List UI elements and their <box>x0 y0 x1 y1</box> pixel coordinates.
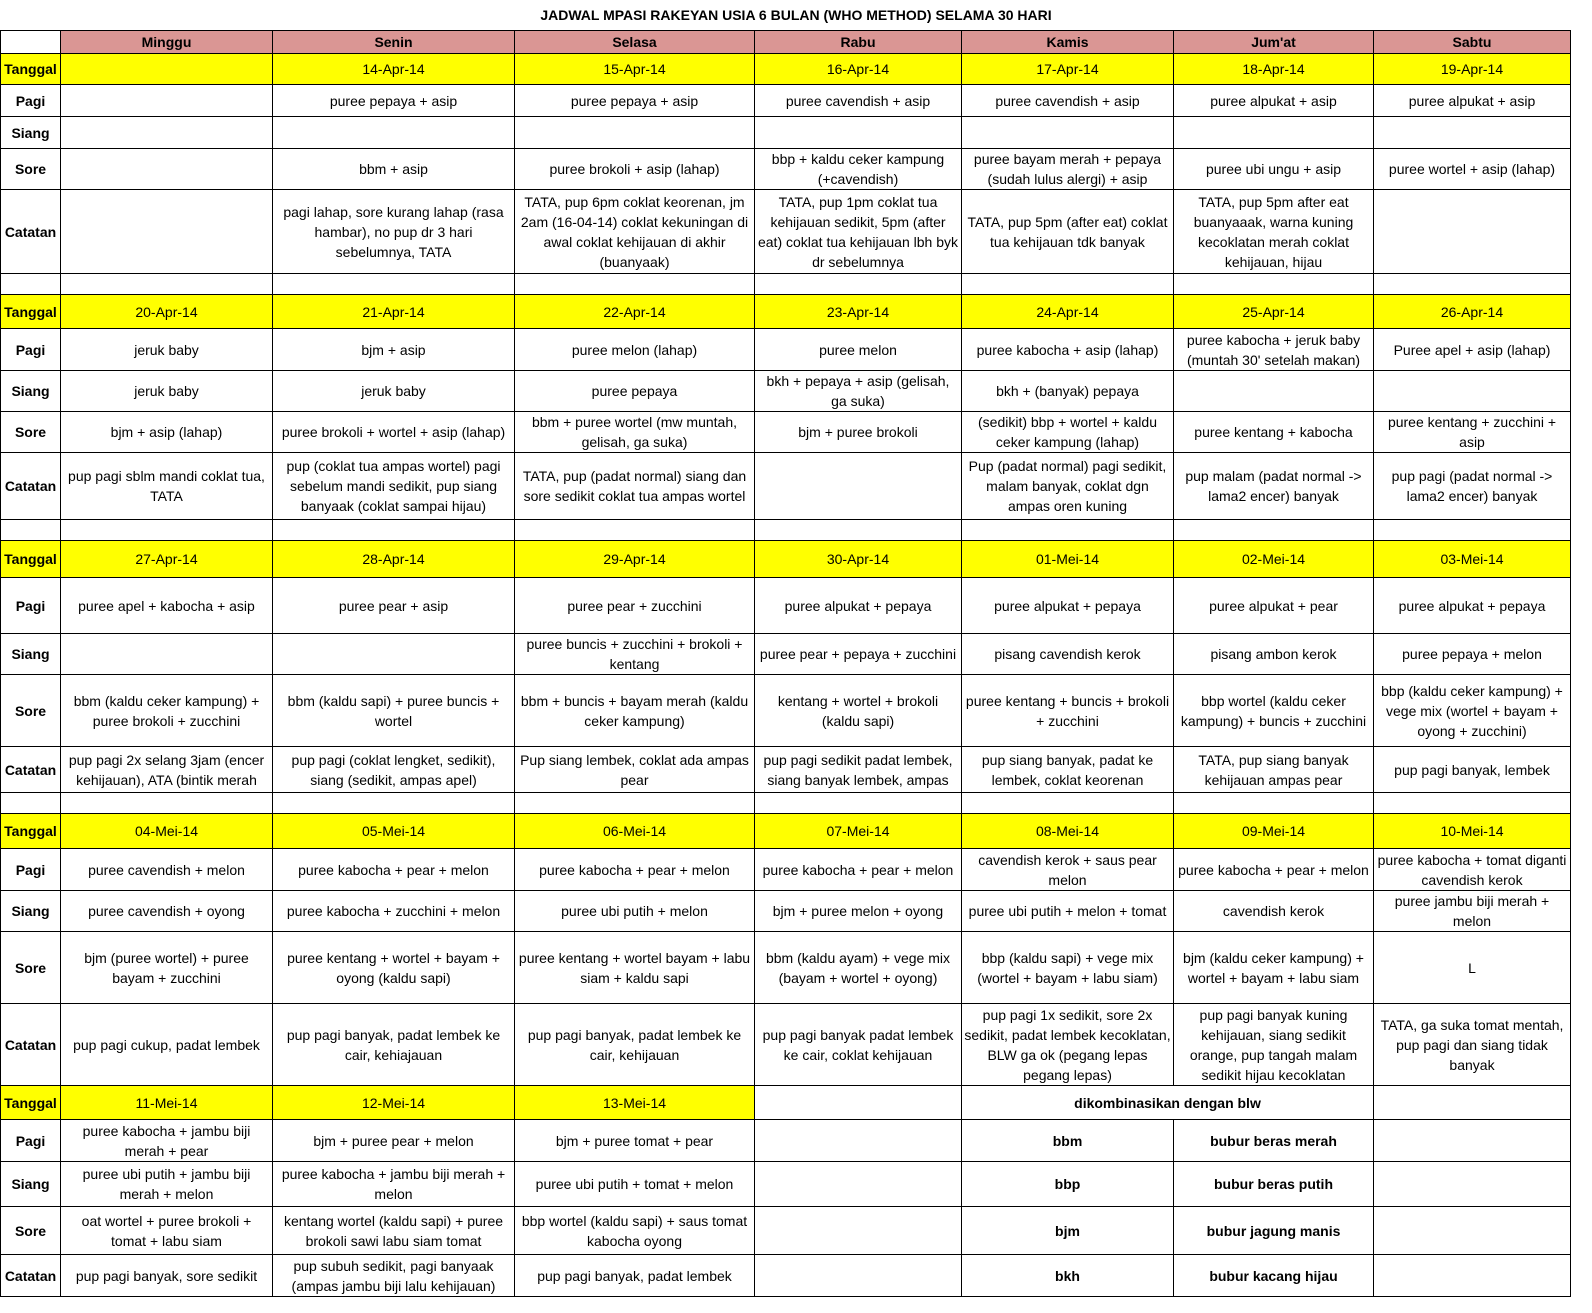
pagi-row <box>1 85 1571 117</box>
catatan-row <box>1 747 1571 793</box>
siang-label[interactable]: Siang <box>1 1162 61 1207</box>
date-row <box>1 1086 1571 1120</box>
date-cell[interactable]: 08-Mei-14 <box>962 814 1174 849</box>
pagi-cell[interactable]: puree alpukat + pepaya <box>962 578 1174 634</box>
siang-cell[interactable] <box>1374 371 1571 412</box>
siang-cell[interactable]: puree buncis + zucchini + brokoli + kentang <box>515 634 755 675</box>
catatan-cell[interactable]: pup pagi cukup, padat lembek <box>61 1004 273 1086</box>
day-header[interactable]: Sabtu <box>1374 31 1571 54</box>
siang-cell[interactable] <box>61 117 273 149</box>
siang-cell[interactable]: puree jambu biji merah + melon <box>1374 891 1571 932</box>
siang-cell[interactable] <box>61 634 273 675</box>
catatan-cell[interactable] <box>1374 190 1571 274</box>
catatan-cell[interactable]: TATA, pup (padat normal) siang dan sore sedikit coklat tua ampas wortel <box>515 453 755 520</box>
sore-cell[interactable]: kentang wortel (kaldu sapi) + puree brokoli sawi labu siam tomat <box>273 1207 515 1255</box>
siang-cell[interactable]: jeruk baby <box>61 371 273 412</box>
empty-cell[interactable] <box>1374 1255 1571 1297</box>
sore-row <box>1 412 1571 453</box>
empty-cell[interactable] <box>515 274 755 295</box>
pagi-row <box>1 578 1571 634</box>
siang-cell[interactable]: bkh + (banyak) pepaya <box>962 371 1174 412</box>
pagi-row <box>1 849 1571 891</box>
date-cell[interactable]: 02-Mei-14 <box>1174 541 1374 578</box>
pagi-cell[interactable]: puree cavendish + asip <box>962 85 1174 117</box>
siang-cell[interactable] <box>1174 117 1374 149</box>
pagi-cell[interactable]: bjm + puree tomat + pear <box>515 1120 755 1162</box>
catatan-cell[interactable]: TATA, pup 5pm (after eat) coklat tua kehijauan tdk banyak <box>962 190 1174 274</box>
sore-cell[interactable]: L <box>1374 932 1571 1004</box>
siang-cell[interactable]: puree ubi putih + melon + tomat <box>962 891 1174 932</box>
empty-cell[interactable] <box>1374 1120 1571 1162</box>
siang-cell[interactable]: puree ubi putih + tomat + melon <box>515 1162 755 1207</box>
day-header[interactable]: Minggu <box>61 31 273 54</box>
pagi-cell[interactable]: puree cavendish + melon <box>61 849 273 891</box>
pagi-cell[interactable]: puree kabocha + tomat diganti cavendish kerok <box>1374 849 1571 891</box>
catatan-cell[interactable]: pup siang banyak, padat ke lembek, coklat keorenan <box>962 747 1174 793</box>
date-cell[interactable]: 12-Mei-14 <box>273 1086 515 1120</box>
day-header[interactable]: Rabu <box>755 31 962 54</box>
date-row <box>1 295 1571 329</box>
siang-cell[interactable] <box>515 117 755 149</box>
catatan-cell[interactable]: pup pagi (padat normal -> lama2 encer) banyak <box>1374 453 1571 520</box>
sore-label[interactable]: Sore <box>1 1207 61 1255</box>
pagi-cell[interactable]: puree kabocha + pear + melon <box>1174 849 1374 891</box>
sore-cell[interactable]: bbp + kaldu ceker kampung (+cavendish) <box>755 149 962 190</box>
siang-row <box>1 371 1571 412</box>
schedule-table <box>0 30 1571 1297</box>
day-header[interactable]: Selasa <box>515 31 755 54</box>
catatan-cell[interactable]: pup (coklat tua ampas wortel) pagi sebelum mandi sedikit, pup siang banyaak (coklat sampai hijau) <box>273 453 515 520</box>
siang-label[interactable]: Siang <box>1 891 61 932</box>
siang-label[interactable]: Siang <box>1 371 61 412</box>
date-cell[interactable]: 24-Apr-14 <box>962 295 1174 329</box>
sore-cell[interactable]: bbm (kaldu sapi) + puree buncis + wortel <box>273 675 515 747</box>
date-cell[interactable]: 10-Mei-14 <box>1374 814 1571 849</box>
date-cell[interactable]: 28-Apr-14 <box>273 541 515 578</box>
pagi-cell[interactable]: puree pear + asip <box>273 578 515 634</box>
siang-cell[interactable]: puree pepaya + melon <box>1374 634 1571 675</box>
catatan-cell[interactable]: TATA, ga suka tomat mentah, pup pagi dan siang tidak banyak <box>1374 1004 1571 1086</box>
catatan-label[interactable]: Catatan <box>1 1255 61 1297</box>
siang-cell[interactable] <box>1374 117 1571 149</box>
empty-cell[interactable] <box>1374 274 1571 295</box>
sore-label[interactable]: Sore <box>1 412 61 453</box>
tanggal-label[interactable]: Tanggal <box>1 814 61 849</box>
empty-cell[interactable] <box>61 793 273 814</box>
legend-key[interactable]: bkh <box>962 1255 1174 1297</box>
spacer-row <box>1 274 1571 295</box>
legend-value[interactable]: bubur beras putih <box>1174 1162 1374 1207</box>
sore-row <box>1 675 1571 747</box>
empty-cell[interactable] <box>273 520 515 541</box>
empty-cell[interactable] <box>515 520 755 541</box>
empty-cell[interactable] <box>515 793 755 814</box>
sore-cell[interactable]: bbm (kaldu ayam) + vege mix (bayam + wortel + oyong) <box>755 932 962 1004</box>
empty-cell[interactable] <box>962 793 1174 814</box>
pagi-cell[interactable]: puree kabocha + pear + melon <box>755 849 962 891</box>
date-cell[interactable]: 01-Mei-14 <box>962 541 1174 578</box>
pagi-cell[interactable]: puree kabocha + pear + melon <box>515 849 755 891</box>
siang-row <box>1 117 1571 149</box>
date-cell[interactable]: 13-Mei-14 <box>515 1086 755 1120</box>
empty-cell[interactable] <box>962 520 1174 541</box>
legend-key[interactable]: bbp <box>962 1162 1174 1207</box>
catatan-cell[interactable]: pup malam (padat normal -> lama2 encer) banyak <box>1174 453 1374 520</box>
date-cell[interactable]: 14-Apr-14 <box>273 54 515 85</box>
catatan-cell[interactable] <box>61 190 273 274</box>
sheet-title: JADWAL MPASI RAKEYAN USIA 6 BULAN (WHO METHOD) SELAMA 30 HARI <box>540 7 1052 23</box>
sore-cell[interactable]: bbp wortel (kaldu ceker kampung) + buncis + zucchini <box>1174 675 1374 747</box>
catatan-row <box>1 453 1571 520</box>
catatan-cell[interactable]: TATA, pup 5pm after eat buanyaaak, warna kuning kecoklatan merah coklat kehijauan, hijau <box>1174 190 1374 274</box>
sore-row <box>1 932 1571 1004</box>
siang-cell[interactable]: puree pepaya <box>515 371 755 412</box>
sore-cell[interactable]: puree ubi ungu + asip <box>1174 149 1374 190</box>
sore-cell[interactable]: bjm + asip (lahap) <box>61 412 273 453</box>
spacer-row <box>1 520 1571 541</box>
siang-cell[interactable]: puree pear + pepaya + zucchini <box>755 634 962 675</box>
date-cell[interactable]: 30-Apr-14 <box>755 541 962 578</box>
legend-value[interactable]: bubur beras merah <box>1174 1120 1374 1162</box>
empty-cell[interactable] <box>1 520 61 541</box>
empty-cell[interactable] <box>1174 274 1374 295</box>
siang-label[interactable]: Siang <box>1 634 61 675</box>
day-header[interactable]: Kamis <box>962 31 1174 54</box>
pagi-cell[interactable]: puree pepaya + asip <box>515 85 755 117</box>
sore-row <box>1 149 1571 190</box>
pagi-cell[interactable]: puree kabocha + jeruk baby (muntah 30' setelah makan) <box>1174 329 1374 371</box>
catatan-label[interactable]: Catatan <box>1 190 61 274</box>
date-row <box>1 54 1571 85</box>
pagi-label[interactable]: Pagi <box>1 1120 61 1162</box>
catatan-cell[interactable] <box>755 453 962 520</box>
siang-row <box>1 634 1571 675</box>
catatan-cell[interactable]: pup pagi banyak padat lembek ke cair, coklat kehijauan <box>755 1004 962 1086</box>
date-cell[interactable]: 07-Mei-14 <box>755 814 962 849</box>
catatan-cell[interactable]: pup pagi sblm mandi coklat tua, TATA <box>61 453 273 520</box>
date-row <box>1 541 1571 578</box>
empty-cell[interactable] <box>755 1120 962 1162</box>
sore-cell[interactable]: puree kentang + zucchini + asip <box>1374 412 1571 453</box>
pagi-cell[interactable]: puree cavendish + asip <box>755 85 962 117</box>
siang-cell[interactable]: bkh + pepaya + asip (gelisah, ga suka) <box>755 371 962 412</box>
date-cell[interactable]: 20-Apr-14 <box>61 295 273 329</box>
pagi-cell[interactable]: jeruk baby <box>61 329 273 371</box>
pagi-cell[interactable]: puree kabocha + pear + melon <box>273 849 515 891</box>
pagi-cell[interactable]: puree melon <box>755 329 962 371</box>
pagi-cell[interactable]: puree kabocha + jambu biji merah + pear <box>61 1120 273 1162</box>
empty-cell[interactable] <box>1374 793 1571 814</box>
pagi-cell[interactable]: puree alpukat + pepaya <box>755 578 962 634</box>
date-cell[interactable]: 06-Mei-14 <box>515 814 755 849</box>
date-cell[interactable]: 23-Apr-14 <box>755 295 962 329</box>
sore-cell[interactable]: kentang + wortel + brokoli (kaldu sapi) <box>755 675 962 747</box>
day-header[interactable]: Jum'at <box>1174 31 1374 54</box>
pagi-cell[interactable]: puree alpukat + pepaya <box>1374 578 1571 634</box>
date-cell[interactable]: 26-Apr-14 <box>1374 295 1571 329</box>
siang-cell[interactable]: bjm + puree melon + oyong <box>755 891 962 932</box>
day-header[interactable]: Senin <box>273 31 515 54</box>
pagi-cell[interactable]: Puree apel + asip (lahap) <box>1374 329 1571 371</box>
date-cell[interactable]: 29-Apr-14 <box>515 541 755 578</box>
catatan-cell[interactable]: pup pagi banyak, padat lembek ke cair, kehiajauan <box>273 1004 515 1086</box>
pagi-label[interactable]: Pagi <box>1 329 61 371</box>
catatan-cell[interactable]: pagi lahap, sore kurang lahap (rasa hambar), no pup dr 3 hari sebelumnya, TATA <box>273 190 515 274</box>
tanggal-label[interactable]: Tanggal <box>1 541 61 578</box>
catatan-row <box>1 1004 1571 1086</box>
date-cell[interactable]: 27-Apr-14 <box>61 541 273 578</box>
empty-cell[interactable] <box>1174 520 1374 541</box>
sore-cell[interactable]: bjm + puree brokoli <box>755 412 962 453</box>
siang-cell[interactable] <box>755 117 962 149</box>
sore-cell[interactable]: puree kentang + wortel bayam + labu siam + kaldu sapi <box>515 932 755 1004</box>
sore-label[interactable]: Sore <box>1 149 61 190</box>
sore-cell[interactable]: bjm (kaldu ceker kampung) + wortel + bayam + labu siam <box>1174 932 1374 1004</box>
sore-cell[interactable]: bbp (kaldu ceker kampung) + vege mix (wortel + bayam + oyong + zucchini) <box>1374 675 1571 747</box>
pagi-cell[interactable]: puree alpukat + pear <box>1174 578 1374 634</box>
catatan-cell[interactable]: TATA, pup 1pm coklat tua kehijauan sedikit, 5pm (after eat) coklat tua kehijauan lbh byk dr sebelumnya <box>755 190 962 274</box>
siang-cell[interactable]: puree ubi putih + melon <box>515 891 755 932</box>
sore-cell[interactable]: bjm (puree wortel) + puree bayam + zucchini <box>61 932 273 1004</box>
pagi-cell[interactable]: puree alpukat + asip <box>1174 85 1374 117</box>
siang-cell[interactable]: cavendish kerok <box>1174 891 1374 932</box>
siang-cell[interactable] <box>273 117 515 149</box>
date-cell[interactable]: 17-Apr-14 <box>962 54 1174 85</box>
empty-cell[interactable] <box>1374 1207 1571 1255</box>
tanggal-label[interactable]: Tanggal <box>1 54 61 85</box>
siang-cell[interactable]: puree kabocha + zucchini + melon <box>273 891 515 932</box>
empty-cell[interactable] <box>755 274 962 295</box>
empty-cell[interactable] <box>755 793 962 814</box>
empty-cell[interactable] <box>755 520 962 541</box>
date-cell[interactable]: 25-Apr-14 <box>1174 295 1374 329</box>
sore-cell[interactable]: puree bayam merah + pepaya (sudah lulus alergi) + asip <box>962 149 1174 190</box>
pagi-cell[interactable]: puree pepaya + asip <box>273 85 515 117</box>
empty-cell[interactable] <box>273 274 515 295</box>
pagi-cell[interactable] <box>61 85 273 117</box>
legend-value[interactable]: bubur kacang hijau <box>1174 1255 1374 1297</box>
empty-cell[interactable] <box>755 1207 962 1255</box>
catatan-cell[interactable]: pup pagi banyak kuning kehijauan, siang sedikit orange, pup tangah malam sedikit hijau kecoklatan <box>1174 1004 1374 1086</box>
siang-cell[interactable] <box>962 117 1174 149</box>
sore-row <box>1 1207 1571 1255</box>
pagi-cell[interactable]: puree alpukat + asip <box>1374 85 1571 117</box>
empty-cell[interactable] <box>1374 520 1571 541</box>
corner-cell[interactable] <box>1 31 61 54</box>
sore-cell[interactable]: puree brokoli + asip (lahap) <box>515 149 755 190</box>
catatan-label[interactable]: Catatan <box>1 1004 61 1086</box>
day-header-row <box>1 31 1571 54</box>
catatan-cell[interactable]: pup subuh sedikit, pagi banyaak (ampas jambu biji lalu kehijauan) <box>273 1255 515 1297</box>
siang-cell[interactable]: pisang cavendish kerok <box>962 634 1174 675</box>
date-cell[interactable]: 03-Mei-14 <box>1374 541 1571 578</box>
catatan-cell[interactable]: pup pagi banyak, padat lembek <box>515 1255 755 1297</box>
catatan-cell[interactable]: Pup siang lembek, coklat ada ampas pear <box>515 747 755 793</box>
empty-cell[interactable] <box>61 274 273 295</box>
legend-value[interactable]: bubur jagung manis <box>1174 1207 1374 1255</box>
date-cell[interactable]: 11-Mei-14 <box>61 1086 273 1120</box>
sore-cell[interactable]: oat wortel + puree brokoli + tomat + labu siam <box>61 1207 273 1255</box>
pagi-cell[interactable]: bjm + asip <box>273 329 515 371</box>
catatan-cell[interactable]: pup pagi 1x sedikit, sore 2x sedikit, padat lembek kecoklatan, BLW ga ok (pegang lepas pegang lepas) <box>962 1004 1174 1086</box>
sore-cell[interactable]: (sedikit) bbp + wortel + kaldu ceker kampung (lahap) <box>962 412 1174 453</box>
empty-cell[interactable] <box>1374 1162 1571 1207</box>
date-cell[interactable]: 18-Apr-14 <box>1174 54 1374 85</box>
siang-cell[interactable]: puree kabocha + jambu biji merah + melon <box>273 1162 515 1207</box>
date-cell[interactable] <box>61 54 273 85</box>
sore-cell[interactable]: puree kentang + buncis + brokoli + zucchini <box>962 675 1174 747</box>
sore-cell[interactable] <box>61 149 273 190</box>
catatan-cell[interactable]: TATA, pup 6pm coklat keorenan, jm 2am (16-04-14) coklat kekuningan di awal coklat kehijauan di akhir (buanyaak) <box>515 190 755 274</box>
catatan-row <box>1 190 1571 274</box>
empty-cell[interactable] <box>273 793 515 814</box>
pagi-label[interactable]: Pagi <box>1 849 61 891</box>
pagi-cell[interactable]: cavendish kerok + saus pear melon <box>962 849 1174 891</box>
siang-label[interactable]: Siang <box>1 117 61 149</box>
siang-cell[interactable] <box>1174 371 1374 412</box>
catatan-cell[interactable]: pup pagi 2x selang 3jam (encer kehijauan), ATA (bintik merah <box>61 747 273 793</box>
sore-cell[interactable]: puree wortel + asip (lahap) <box>1374 149 1571 190</box>
pagi-cell[interactable]: bjm + puree pear + melon <box>273 1120 515 1162</box>
empty-cell[interactable] <box>755 1255 962 1297</box>
sore-cell[interactable]: puree brokoli + wortel + asip (lahap) <box>273 412 515 453</box>
catatan-label[interactable]: Catatan <box>1 747 61 793</box>
siang-cell[interactable]: puree cavendish + oyong <box>61 891 273 932</box>
catatan-label[interactable]: Catatan <box>1 453 61 520</box>
pagi-cell[interactable]: puree melon (lahap) <box>515 329 755 371</box>
sore-cell[interactable]: bbm (kaldu ceker kampung) + puree brokoli + zucchini <box>61 675 273 747</box>
sore-cell[interactable]: bbm + buncis + bayam merah (kaldu ceker kampung) <box>515 675 755 747</box>
empty-cell[interactable] <box>755 1086 962 1120</box>
catatan-cell[interactable]: pup pagi sedikit padat lembek, siang banyak lembek, ampas <box>755 747 962 793</box>
pagi-cell[interactable]: puree kabocha + asip (lahap) <box>962 329 1174 371</box>
sore-cell[interactable]: puree kentang + kabocha <box>1174 412 1374 453</box>
catatan-cell[interactable]: pup pagi banyak, padat lembek ke cair, kehijauan <box>515 1004 755 1086</box>
pagi-label[interactable]: Pagi <box>1 85 61 117</box>
empty-cell[interactable] <box>755 1162 962 1207</box>
date-cell[interactable]: 05-Mei-14 <box>273 814 515 849</box>
date-cell[interactable]: 19-Apr-14 <box>1374 54 1571 85</box>
tanggal-label[interactable]: Tanggal <box>1 295 61 329</box>
pagi-row <box>1 1120 1571 1162</box>
catatan-cell[interactable]: pup pagi (coklat lengket, sedikit), siang (sedikit, ampas apel) <box>273 747 515 793</box>
siang-cell[interactable]: jeruk baby <box>273 371 515 412</box>
pagi-label[interactable]: Pagi <box>1 578 61 634</box>
legend-key[interactable]: bbm <box>962 1120 1174 1162</box>
sore-cell[interactable]: puree kentang + wortel + bayam + oyong (kaldu sapi) <box>273 932 515 1004</box>
empty-cell[interactable] <box>1 793 61 814</box>
spacer-row <box>1 793 1571 814</box>
date-cell[interactable]: 09-Mei-14 <box>1174 814 1374 849</box>
date-cell[interactable]: 15-Apr-14 <box>515 54 755 85</box>
siang-cell[interactable]: puree ubi putih + jambu biji merah + melon <box>61 1162 273 1207</box>
sore-label[interactable]: Sore <box>1 675 61 747</box>
date-cell[interactable]: 04-Mei-14 <box>61 814 273 849</box>
sore-cell[interactable]: bbp (kaldu sapi) + vege mix (wortel + bayam + labu siam) <box>962 932 1174 1004</box>
sore-cell[interactable]: bbp wortel (kaldu sapi) + saus tomat kabocha oyong <box>515 1207 755 1255</box>
catatan-cell[interactable]: TATA, pup siang banyak kehijauan ampas pear <box>1174 747 1374 793</box>
catatan-cell[interactable]: pup pagi banyak, lembek <box>1374 747 1571 793</box>
pagi-row <box>1 329 1571 371</box>
date-cell[interactable]: 16-Apr-14 <box>755 54 962 85</box>
siang-cell[interactable] <box>273 634 515 675</box>
date-cell[interactable]: 22-Apr-14 <box>515 295 755 329</box>
sore-cell[interactable]: bbm + asip <box>273 149 515 190</box>
pagi-cell[interactable]: puree apel + kabocha + asip <box>61 578 273 634</box>
siang-row <box>1 1162 1571 1207</box>
date-cell[interactable]: 21-Apr-14 <box>273 295 515 329</box>
empty-cell[interactable] <box>1 274 61 295</box>
sore-label[interactable]: Sore <box>1 932 61 1004</box>
catatan-cell[interactable]: Pup (padat normal) pagi sedikit, malam banyak, coklat dgn ampas oren kuning <box>962 453 1174 520</box>
siang-cell[interactable]: pisang ambon kerok <box>1174 634 1374 675</box>
empty-cell[interactable] <box>1174 793 1374 814</box>
empty-cell[interactable] <box>61 520 273 541</box>
siang-row <box>1 891 1571 932</box>
date-row <box>1 814 1571 849</box>
empty-cell[interactable] <box>962 274 1174 295</box>
catatan-row <box>1 1255 1571 1297</box>
legend-key[interactable]: bjm <box>962 1207 1174 1255</box>
tanggal-label[interactable]: Tanggal <box>1 1086 61 1120</box>
sore-cell[interactable]: bbm + puree wortel (mw muntah, gelisah, ga suka) <box>515 412 755 453</box>
legend-title[interactable]: dikombinasikan dengan blw <box>962 1086 1374 1120</box>
pagi-cell[interactable]: puree pear + zucchini <box>515 578 755 634</box>
empty-cell[interactable] <box>1374 1086 1571 1120</box>
catatan-cell[interactable]: pup pagi banyak, sore sedikit <box>61 1255 273 1297</box>
